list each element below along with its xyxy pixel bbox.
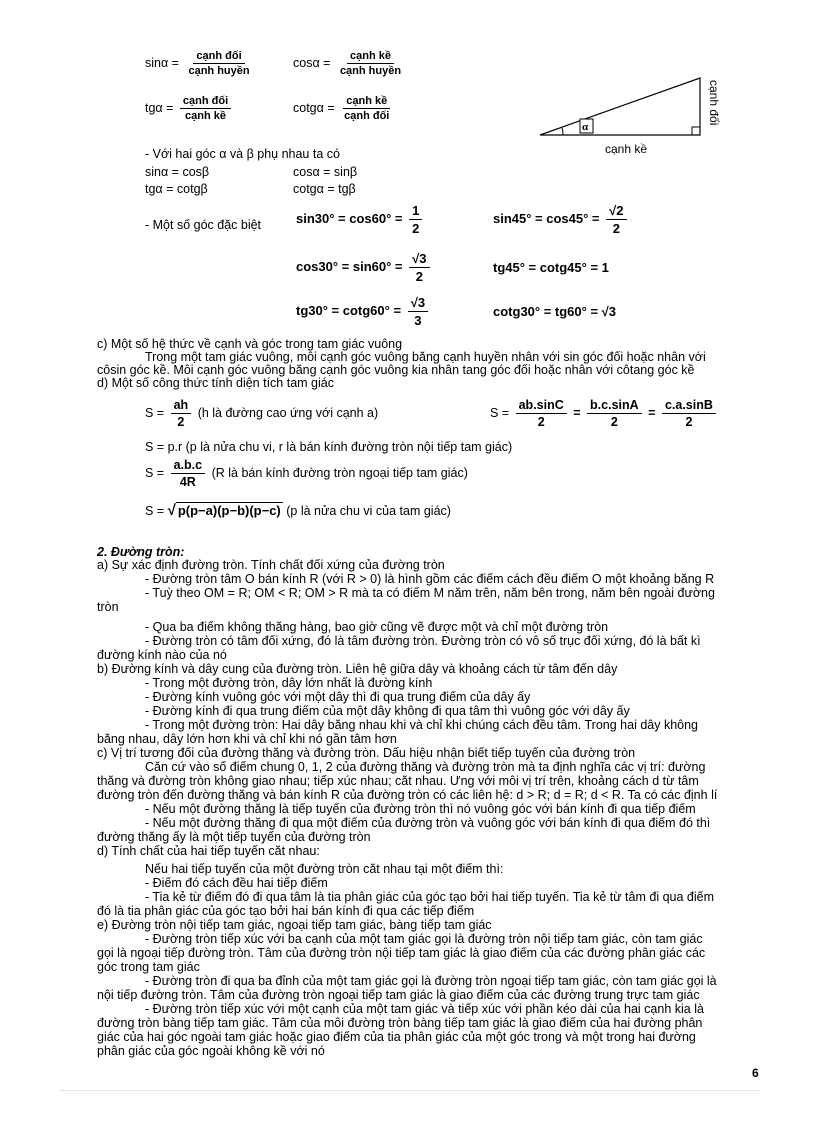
circle-line: - Đường tròn tiếp xúc với ba cạnh của một tam giác gọi là đường tròn nội tiếp tam giác, còn tam giác [145,933,703,946]
right-triangle-diagram [535,70,735,160]
f3-left: cos30° = sin60° = [296,258,403,274]
area-formula-4 [145,458,468,489]
circle-line: tròn [97,601,119,614]
angle-arc [562,128,563,135]
f2-left: sin45° = cos45° = [493,210,600,226]
circle-line: đường tròn bàng tiếp tam giác. Tâm của mỗi đường tròn bàng tiếp tam giác là giao điểm của hai đường phân [97,1017,703,1030]
tg-label: tgα = [145,100,174,115]
frac-den: cạnh đối [344,110,390,122]
tg-definition [145,95,234,122]
frac-den: 2 [537,415,545,429]
f3-fraction [409,251,429,284]
special-f1 [296,203,425,236]
frac-num: a.b.c [171,458,206,474]
frac-num: √3 [408,295,428,312]
area2-frac-b [587,398,642,429]
frac-den: cạnh kề [185,110,227,122]
frac-den: 2 [610,415,618,429]
circle-line: gọi là ngoại tiếp đường tròn. Tâm của đường tròn nội tiếp tam giác là giao điểm của các đường phân giác các [97,947,706,960]
circle-line: - Đường tròn tâm O bán kính R (với R > 0) là hình gồm các điểm cách đều điểm O một khoảng bằng R [145,573,715,586]
frac-den: 2 [177,415,185,429]
circle-line: - Đường tròn tiếp xúc với một cạnh của một tam giác và tiếp xúc với phần kéo dài của hai cạnh kia là [145,1003,704,1016]
special-angles-intro: - Một số góc đặc biệt [145,218,262,232]
circle-line: góc trong tam giác [97,961,200,974]
circle-line: d) Tính chất của hai tiếp tuyến cắt nhau: [97,845,320,858]
frac-den: 2 [685,415,693,429]
frac-den: 2 [415,269,423,284]
area2-frac-a [516,398,567,429]
area5-note: (p là nửa chu vi của tam giác) [286,504,451,518]
frac-den: 2 [412,221,420,236]
circle-line: - Nếu một đường thẳng đi qua một điểm của đường tròn và vuông góc với bán kính đi qua điểm đó thì [145,817,711,830]
s-label: S = [490,405,510,420]
cotg-label: cotgα = [293,100,335,115]
circle-section-title: 2. Đường tròn: [97,546,185,559]
relations-heading: c) Một số hệ thức về cạnh và góc trong tam giác vuông [97,338,403,351]
heron-expression: p(p−a)(p−b)(p−c) [177,503,281,518]
side-bottom-label: cạnh kề [605,142,648,156]
circle-line: phân giác của góc ngoài không kề với nó [97,1045,325,1058]
comp-r1c2: cosα = sinβ [293,165,358,179]
special-f3 [296,251,433,284]
circle-line: bằng nhau, dây lớn hơn khi và chỉ khi nó gần tâm hơn [97,733,397,746]
cos-label: cosα = [293,55,331,70]
area4-note: (R là bán kính đường tròn ngoại tiếp tam giác) [211,465,468,480]
circle-line: - Qua ba điểm không thẳng hàng, bao giờ cũng vẽ được một và chỉ một đường tròn [145,621,609,634]
f2-fraction [606,203,626,236]
s-label: S = [145,465,165,480]
sin-label: sinα = [145,55,179,70]
frac-num: cạnh đối [193,50,244,64]
circle-line: - Đường kính vuông góc với một dây thì đi qua trung điểm của dây ấy [145,691,531,704]
area-formula-3: S = p.r (p là nửa chu vi, r là bán kính đường tròn nội tiếp tam giác) [145,440,513,454]
frac-num: √3 [409,251,429,268]
relations-line: côsin góc kề. Mỗi cạnh góc vuông bằng cạnh góc vuông kia nhân tang góc đối hoặc nhân với côtang góc kề [97,364,695,377]
f5-left: tg30° = cotg60° = [296,302,402,318]
frac-num: cạnh đối [180,95,231,109]
circle-line: - Đường tròn có tâm đối xứng, đó là tâm đường tròn. Đường tròn có vô số trục đối xứng, đó là bất kì [145,635,701,648]
special-f2 [493,203,630,236]
footer-rule [60,1090,760,1091]
frac-num: b.c.sinA [587,398,642,414]
area1-fraction [171,398,192,429]
special-f6: cotg30° = tg60° = √3 [493,304,617,319]
sin-definition [145,50,256,77]
frac-den: cạnh huyền [188,65,250,77]
circle-line: - Trong một đường tròn: Hai dây bằng nhau khi và chỉ khi chúng cách đều tâm. Trong hai dây không [145,719,699,732]
circle-line: - Điểm đó cách đều hai tiếp điểm [145,877,328,890]
circle-line: giác của hai góc ngoài tam giác hoặc giao điểm của tia phân giác của một góc trong và một trong hai đường [97,1031,696,1044]
relations-line: Trong một tam giác vuông, mỗi cạnh góc vuông bằng cạnh huyền nhân với sin góc đối hoặc nhân với [145,351,706,364]
tg-fraction [180,95,231,122]
frac-num: 1 [409,203,422,220]
area1-note: (h là đường cao ứng với cạnh a) [197,405,379,420]
circle-line: - Đường tròn đi qua ba đỉnh của một tam giác gọi là đường tròn ngoại tiếp tam giác, còn tam giác gọi là [145,975,717,988]
circle-line: a) Sự xác định đường tròn. Tính chất đối xứng của đường tròn [97,559,445,572]
frac-den: 3 [414,313,422,328]
circle-line: - Nếu một đường thẳng là tiếp tuyến của đường tròn thì nó vuông góc với bán kính đi qua tiếp điểm [145,803,696,816]
area-formula-1 [145,398,378,429]
circle-line: b) Đường kính và dây cung của đường tròn. Liên hệ giữa dây và khoảng cách từ tâm đến dây [97,663,618,676]
circle-line: e) Đường tròn nội tiếp tam giác, ngoại tiếp tam giác, bàng tiếp tam giác [97,919,492,932]
circle-line: - Tuỳ theo OM = R; OM < R; OM > R mà ta có điểm M nằm trên, nằm bên trong, nằm bên ngoài đường [145,587,715,600]
area-formula-2: S = $\frac{ab.\sin C}{2}$ = $\frac{b.c.\sin A}{2}$ = $\frac{c.a.\sin B}{2}$ [490,398,719,429]
frac-num: c.a.sinB [662,398,716,414]
s-label: S = [145,405,165,420]
area-heading: d) Một số công thức tính diện tích tam giác [97,377,334,390]
special-f4: tg45° = cotg45° = 1 [493,260,609,275]
special-f5 [296,295,431,328]
f1-left: sin30° = cos60° = [296,210,403,226]
cos-definition [293,50,407,77]
f5-fraction [408,295,428,328]
sin-fraction [185,50,252,77]
circle-line: Căn cứ vào số điểm chung 0, 1, 2 của đường thẳng và đường tròn mà ta định nghĩa các vị trí: đường [145,761,706,774]
circle-line: c) Vị trí tương đối của đường thẳng và đường tròn. Dấu hiệu nhận biết tiếp tuyến của đường tròn [97,747,636,760]
right-angle-mark [692,127,700,135]
frac-num: cạnh kề [343,95,390,109]
frac-num: ab.sinC [516,398,567,414]
comp-r1c1: sinα = cosβ [145,165,210,179]
frac-den: cạnh huyền [339,65,402,77]
page-number: 6 [752,1066,759,1080]
circle-line: đường tròn đến đường thẳng và bán kính R của đường tròn có các liên hệ: d > R; d = R; d < R. Ta có các định lí [97,789,718,802]
circle-line: đường thẳng ấy là một tiếp tuyến của đường tròn [97,831,371,844]
s-label: S = [145,504,165,518]
circle-line: đó là tia phân giác của góc tạo bởi hai bán kính đi qua các tiếp điểm [97,905,475,918]
comp-r2c2: cotgα = tgβ [293,182,356,196]
frac-den: 4R [179,475,196,489]
frac-num: ah [171,398,192,414]
frac-num: √2 [606,203,626,220]
cotg-definition [293,95,395,122]
area2-frac-c [662,398,716,429]
complementary-intro: - Với hai góc α và β phụ nhau ta có [145,147,340,161]
f1-fraction [409,203,422,236]
angle-label: α [582,121,589,133]
circle-line: - Đường kính đi qua trung điểm của một dây không đi qua tâm thì vuông góc với dây ấy [145,705,630,718]
circle-line: thẳng và đường tròn không giao nhau; tiếp xúc nhau; cắt nhau. Ứng với mỗi vị trí trên, khoảng cách d từ tâm [97,775,699,788]
cos-fraction [337,50,404,77]
comp-r2c1: tgα = cotgβ [145,182,208,196]
circle-line: đường kính nào của nó [97,649,227,662]
side-right-label: cạnh đối [707,80,721,126]
area-formula-5: S = √ p(p−a)(p−b)(p−c) (p là nửa chu vi của tam giác) [145,502,451,519]
cotg-fraction [341,95,392,122]
circle-line: - Trong một đường tròn, dây lớn nhất là đường kính [145,677,433,690]
circle-line: Nếu hai tiếp tuyến của một đường tròn cắt nhau tại một điểm thì: [145,863,504,876]
circle-line: - Tia kẻ từ điểm đó đi qua tâm là tia phân giác của góc tạo bởi hai tiếp tuyến. Tia kẻ từ tâm đi qua điểm [145,891,714,904]
frac-num: cạnh kề [347,50,394,64]
triangle-shape [540,78,700,135]
frac-den: 2 [612,221,620,236]
area4-fraction [171,458,206,489]
circle-line: nội tiếp đường tròn. Tâm của đường tròn ngoại tiếp tam giác là giao điểm của các đường trung trực tam giác [97,989,700,1002]
